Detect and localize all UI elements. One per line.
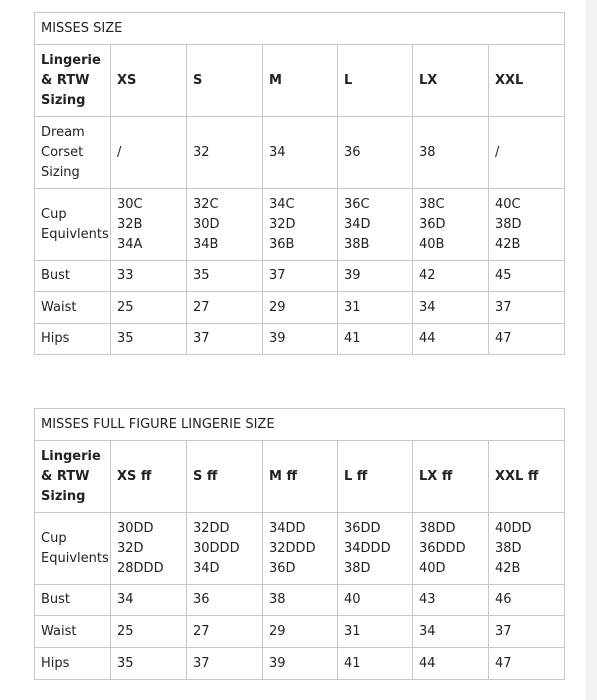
table-row [35, 324, 565, 355]
header-cell: XS [111, 45, 187, 117]
table-title-row [35, 409, 565, 441]
table-row [35, 261, 565, 292]
table-cell: 40 [338, 585, 413, 616]
table-cell: 27 [187, 292, 263, 324]
header-cell: S ff [187, 441, 263, 513]
row-label: Hips [35, 648, 111, 680]
table-row [35, 648, 565, 680]
table-cell: 39 [263, 324, 338, 355]
header-cell: LX [413, 45, 489, 117]
table-row [35, 189, 565, 261]
table-title-row [35, 13, 565, 45]
table-cell: 47 [489, 648, 565, 680]
table-cell: 36 [338, 117, 413, 189]
header-cell: L [338, 45, 413, 117]
table-cell: 36 [187, 585, 263, 616]
table-cell: 43 [413, 585, 489, 616]
row-label: Bust [35, 585, 111, 616]
table-row [35, 585, 565, 616]
table-header-row [35, 441, 565, 513]
table-cell: 41 [338, 324, 413, 355]
table-cell: 38 [413, 117, 489, 189]
table-row [35, 292, 565, 324]
row-label: Waist [35, 616, 111, 648]
table-cell: 35 [111, 324, 187, 355]
table-cell: 37 [263, 261, 338, 292]
table-cell: 40C 38D 42B [489, 189, 565, 261]
table-cell: 44 [413, 324, 489, 355]
table-cell: 45 [489, 261, 565, 292]
table-cell: 34 [413, 616, 489, 648]
table-cell: 31 [338, 616, 413, 648]
row-label: Cup Equivlents [35, 513, 111, 585]
table-cell: 39 [338, 261, 413, 292]
header-cell: L ff [338, 441, 413, 513]
table-cell: 34 [263, 117, 338, 189]
table-cell: 34DD 32DDD 36D [263, 513, 338, 585]
table-cell: 32DD 30DDD 34D [187, 513, 263, 585]
table-cell: 37 [489, 616, 565, 648]
header-cell: M [263, 45, 338, 117]
misses-size-table [34, 12, 565, 355]
table-cell: 38C 36D 40B [413, 189, 489, 261]
table-cell: 30C 32B 34A [111, 189, 187, 261]
table-cell: 34 [413, 292, 489, 324]
header-cell: S [187, 45, 263, 117]
table-cell: 37 [489, 292, 565, 324]
table-cell: 29 [263, 292, 338, 324]
table-cell: 30DD 32D 28DDD [111, 513, 187, 585]
header-cell: XXL [489, 45, 565, 117]
table-cell: 44 [413, 648, 489, 680]
scroll-edge [585, 0, 597, 700]
table-header-row [35, 45, 565, 117]
table-cell: 29 [263, 616, 338, 648]
table-cell: 32C 30D 34B [187, 189, 263, 261]
table-title: MISSES FULL FIGURE LINGERIE SIZE [35, 409, 565, 441]
row-label: Cup Equivlents [35, 189, 111, 261]
table-cell: 38 [263, 585, 338, 616]
table-cell: 33 [111, 261, 187, 292]
table-cell: 36C 34D 38B [338, 189, 413, 261]
table-title: MISSES SIZE [35, 13, 565, 45]
table-cell: 40DD 38D 42B [489, 513, 565, 585]
misses-full-figure-lingerie-size-table [34, 408, 565, 680]
header-cell: XXL ff [489, 441, 565, 513]
table-cell: 34 [111, 585, 187, 616]
table-cell: 42 [413, 261, 489, 292]
table-cell: 47 [489, 324, 565, 355]
table-cell: 37 [187, 324, 263, 355]
header-cell: Lingerie & RTW Sizing [35, 441, 111, 513]
row-label: Hips [35, 324, 111, 355]
table-cell: 37 [187, 648, 263, 680]
table-row [35, 616, 565, 648]
row-label: Waist [35, 292, 111, 324]
header-cell: XS ff [111, 441, 187, 513]
table-cell: 46 [489, 585, 565, 616]
header-cell: M ff [263, 441, 338, 513]
table-cell: 34C 32D 36B [263, 189, 338, 261]
table-cell: 38DD 36DDD 40D [413, 513, 489, 585]
table-cell: 39 [263, 648, 338, 680]
table-cell: / [489, 117, 565, 189]
row-label: Dream Corset Sizing [35, 117, 111, 189]
table-cell: 27 [187, 616, 263, 648]
table-row [35, 513, 565, 585]
table-cell: 25 [111, 292, 187, 324]
table-cell: 35 [111, 648, 187, 680]
table-cell: 35 [187, 261, 263, 292]
table-cell: 31 [338, 292, 413, 324]
table-row [35, 117, 565, 189]
table-cell: 25 [111, 616, 187, 648]
table-cell: 32 [187, 117, 263, 189]
table-cell: / [111, 117, 187, 189]
table-cell: 41 [338, 648, 413, 680]
header-cell: LX ff [413, 441, 489, 513]
table-cell: 36DD 34DDD 38D [338, 513, 413, 585]
row-label: Bust [35, 261, 111, 292]
header-cell: Lingerie & RTW Sizing [35, 45, 111, 117]
